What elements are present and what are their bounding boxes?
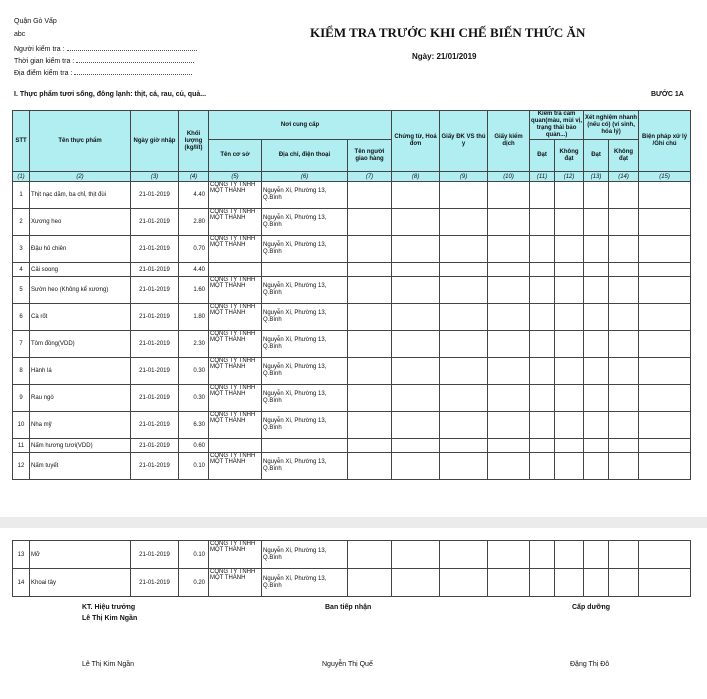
empty-cell bbox=[584, 209, 609, 236]
empty-cell bbox=[555, 304, 584, 331]
cell-food-name: Hành lá bbox=[30, 358, 131, 385]
empty-cell bbox=[348, 331, 392, 358]
cell-qty: 1.80 bbox=[179, 304, 209, 331]
cell-stt: 7 bbox=[13, 331, 30, 358]
cell-address: Nguyễn Xí, Phường 13, Q.Bình bbox=[262, 385, 348, 412]
cell-stt: 14 bbox=[13, 569, 30, 597]
cell-address bbox=[262, 439, 348, 453]
empty-cell bbox=[609, 304, 639, 331]
col-rapid-test: Xét nghiệm nhanh (nếu có) (vi sinh, hóa lý) bbox=[584, 111, 639, 140]
empty-cell bbox=[555, 541, 584, 569]
empty-cell bbox=[440, 412, 488, 439]
cell-stt: 10 bbox=[13, 412, 30, 439]
empty-cell bbox=[392, 385, 440, 412]
cell-address: Nguyễn Xí, Phường 13, Q.Bình bbox=[262, 277, 348, 304]
cell-supplier bbox=[209, 439, 262, 453]
empty-cell bbox=[639, 304, 691, 331]
table-row bbox=[13, 385, 691, 412]
empty-cell bbox=[488, 439, 530, 453]
empty-cell bbox=[392, 304, 440, 331]
cell-food-name: Cải soong bbox=[30, 263, 131, 277]
empty-cell bbox=[348, 385, 392, 412]
cell-food-name: Nấm hương tươi(VDD) bbox=[30, 439, 131, 453]
empty-cell bbox=[488, 182, 530, 209]
empty-cell bbox=[348, 182, 392, 209]
empty-cell bbox=[392, 263, 440, 277]
table-row bbox=[13, 541, 691, 569]
empty-cell bbox=[639, 277, 691, 304]
empty-cell bbox=[609, 358, 639, 385]
column-index-row bbox=[13, 172, 691, 182]
empty-cell bbox=[530, 439, 555, 453]
empty-cell bbox=[584, 453, 609, 480]
empty-cell bbox=[440, 541, 488, 569]
col-rapid-pass: Đạt bbox=[584, 140, 609, 172]
empty-cell bbox=[392, 439, 440, 453]
empty-cell bbox=[639, 182, 691, 209]
cell-stt: 3 bbox=[13, 236, 30, 263]
col-supplier-group: Nơi cung cấp bbox=[209, 111, 392, 140]
cell-address: Nguyễn Xí, Phường 13, Q.Bình bbox=[262, 412, 348, 439]
cell-date: 21-01-2019 bbox=[131, 439, 179, 453]
empty-cell bbox=[348, 263, 392, 277]
time-dots bbox=[76, 56, 194, 63]
cell-stt: 8 bbox=[13, 358, 30, 385]
column-index-cell: (6) bbox=[262, 172, 348, 182]
table-row bbox=[13, 358, 691, 385]
empty-cell bbox=[584, 569, 609, 597]
empty-cell bbox=[392, 541, 440, 569]
empty-cell bbox=[440, 209, 488, 236]
table-row bbox=[13, 209, 691, 236]
empty-cell bbox=[639, 569, 691, 597]
empty-cell bbox=[440, 439, 488, 453]
empty-cell bbox=[555, 358, 584, 385]
inspector-dots bbox=[67, 44, 197, 51]
empty-cell bbox=[555, 453, 584, 480]
cell-supplier: CÔNG TY TNHH MỘT THÀNH bbox=[209, 304, 262, 331]
empty-cell bbox=[440, 277, 488, 304]
empty-cell bbox=[440, 263, 488, 277]
col-rapid-fail: Không đạt bbox=[609, 140, 639, 172]
cell-supplier: CÔNG TY TNHH MỘT THÀNH bbox=[209, 236, 262, 263]
empty-cell bbox=[609, 569, 639, 597]
cell-stt: 12 bbox=[13, 453, 30, 480]
cell-date: 21-01-2019 bbox=[131, 182, 179, 209]
empty-cell bbox=[348, 453, 392, 480]
cell-stt: 6 bbox=[13, 304, 30, 331]
empty-cell bbox=[584, 439, 609, 453]
cell-food-name: Mỡ bbox=[30, 541, 131, 569]
principal-subtitle: Lê Thị Kim Ngần bbox=[82, 615, 138, 622]
cell-supplier: CÔNG TY TNHH MỘT THÀNH bbox=[209, 358, 262, 385]
cell-food-name: Rau ngò bbox=[30, 385, 131, 412]
table-row bbox=[13, 263, 691, 277]
cell-date: 21-01-2019 bbox=[131, 304, 179, 331]
empty-cell bbox=[584, 331, 609, 358]
col-address: Địa chỉ, điện thoại bbox=[262, 140, 348, 172]
section-title: I. Thực phẩm tươi sống, đông lạnh: thịt, cá, rau, củ, quả... bbox=[14, 91, 207, 98]
table-row bbox=[13, 277, 691, 304]
inspector-line bbox=[14, 44, 197, 53]
column-index-cell: (4) bbox=[179, 172, 209, 182]
column-index-cell: (5) bbox=[209, 172, 262, 182]
col-deliverer: Tên người giao hàng bbox=[348, 140, 392, 172]
inspector-label: Người kiểm tra : bbox=[14, 46, 65, 53]
empty-cell bbox=[488, 358, 530, 385]
empty-cell bbox=[348, 412, 392, 439]
empty-cell bbox=[555, 569, 584, 597]
cell-date: 21-01-2019 bbox=[131, 209, 179, 236]
empty-cell bbox=[348, 541, 392, 569]
empty-cell bbox=[392, 236, 440, 263]
empty-cell bbox=[530, 412, 555, 439]
empty-cell bbox=[392, 331, 440, 358]
place-label: Địa điểm kiểm tra : bbox=[14, 70, 73, 77]
cell-supplier: CÔNG TY TNHH MỘT THÀNH bbox=[209, 412, 262, 439]
cell-date: 21-01-2019 bbox=[131, 569, 179, 597]
cell-date: 21-01-2019 bbox=[131, 541, 179, 569]
cell-food-name: Xương heo bbox=[30, 209, 131, 236]
cell-food-name: Đậu hủ chiên bbox=[30, 236, 131, 263]
cell-supplier bbox=[209, 263, 262, 277]
col-qty: Khối lượng (kg/lít) bbox=[179, 111, 209, 172]
cell-qty: 0.20 bbox=[179, 569, 209, 597]
empty-cell bbox=[530, 182, 555, 209]
step-label: BƯỚC 1A bbox=[651, 91, 684, 98]
empty-cell bbox=[555, 182, 584, 209]
cell-supplier: CÔNG TY TNHH MỘT THÀNH bbox=[209, 209, 262, 236]
empty-cell bbox=[584, 358, 609, 385]
table-row bbox=[13, 439, 691, 453]
empty-cell bbox=[348, 569, 392, 597]
cell-address: Nguyễn Xí, Phường 13, Q.Bình bbox=[262, 541, 348, 569]
empty-cell bbox=[609, 331, 639, 358]
cell-supplier: CÔNG TY TNHH MỘT THÀNH bbox=[209, 569, 262, 597]
unit-label: abc bbox=[14, 31, 26, 38]
empty-cell bbox=[488, 209, 530, 236]
empty-cell bbox=[609, 412, 639, 439]
cell-qty: 0.70 bbox=[179, 236, 209, 263]
column-index-cell: (10) bbox=[488, 172, 530, 182]
empty-cell bbox=[348, 358, 392, 385]
empty-cell bbox=[530, 453, 555, 480]
empty-cell bbox=[488, 569, 530, 597]
cell-qty: 0.60 bbox=[179, 439, 209, 453]
empty-cell bbox=[609, 385, 639, 412]
table-row bbox=[13, 569, 691, 597]
column-index-cell: (14) bbox=[609, 172, 639, 182]
food-check-table-continued bbox=[12, 540, 691, 597]
empty-cell bbox=[488, 453, 530, 480]
cell-food-name: Khoai tây bbox=[30, 569, 131, 597]
table-row bbox=[13, 453, 691, 480]
empty-cell bbox=[440, 385, 488, 412]
cell-food-name: Nha mỹ bbox=[30, 412, 131, 439]
col-vet: Giấy ĐK VS thú y bbox=[440, 111, 488, 172]
place-dots bbox=[74, 68, 192, 75]
empty-cell bbox=[530, 541, 555, 569]
cell-qty: 4.40 bbox=[179, 263, 209, 277]
empty-cell bbox=[530, 263, 555, 277]
empty-cell bbox=[639, 412, 691, 439]
cell-supplier: CÔNG TY TNHH MỘT THÀNH bbox=[209, 541, 262, 569]
empty-cell bbox=[530, 385, 555, 412]
empty-cell bbox=[348, 277, 392, 304]
cell-date: 21-01-2019 bbox=[131, 385, 179, 412]
empty-cell bbox=[440, 304, 488, 331]
empty-cell bbox=[584, 277, 609, 304]
empty-cell bbox=[555, 385, 584, 412]
empty-cell bbox=[555, 331, 584, 358]
cell-supplier: CÔNG TY TNHH MỘT THÀNH bbox=[209, 182, 262, 209]
empty-cell bbox=[609, 541, 639, 569]
column-index-cell: (9) bbox=[440, 172, 488, 182]
cell-qty: 0.10 bbox=[179, 541, 209, 569]
cell-address: Nguyễn Xí, Phường 13, Q.Bình bbox=[262, 358, 348, 385]
empty-cell bbox=[584, 541, 609, 569]
empty-cell bbox=[348, 236, 392, 263]
cell-supplier: CÔNG TY TNHH MỘT THÀNH bbox=[209, 331, 262, 358]
cell-qty: 2.30 bbox=[179, 331, 209, 358]
column-index-cell: (7) bbox=[348, 172, 392, 182]
empty-cell bbox=[530, 277, 555, 304]
receiver-title: Ban tiếp nhận bbox=[325, 604, 372, 611]
empty-cell bbox=[488, 236, 530, 263]
cell-qty: 0.30 bbox=[179, 385, 209, 412]
empty-cell bbox=[609, 182, 639, 209]
cell-qty: 1.60 bbox=[179, 277, 209, 304]
column-index-cell: (11) bbox=[530, 172, 555, 182]
time-line bbox=[14, 56, 194, 65]
cook-name: Đặng Thị Đô bbox=[570, 661, 610, 668]
cell-date: 21-01-2019 bbox=[131, 358, 179, 385]
cook-title: Cấp dưỡng bbox=[572, 604, 611, 611]
empty-cell bbox=[392, 569, 440, 597]
cell-address: Nguyễn Xí, Phường 13, Q.Bình bbox=[262, 182, 348, 209]
cell-date: 21-01-2019 bbox=[131, 453, 179, 480]
column-index-cell: (3) bbox=[131, 172, 179, 182]
col-time: Ngày giờ nhập bbox=[131, 111, 179, 172]
cell-qty: 0.10 bbox=[179, 453, 209, 480]
empty-cell bbox=[530, 358, 555, 385]
empty-cell bbox=[530, 569, 555, 597]
empty-cell bbox=[639, 385, 691, 412]
report-page-2 bbox=[0, 528, 707, 699]
col-food: Tên thực phẩm bbox=[30, 111, 131, 172]
cell-address: Nguyễn Xí, Phường 13, Q.Bình bbox=[262, 331, 348, 358]
empty-cell bbox=[530, 304, 555, 331]
cell-date: 21-01-2019 bbox=[131, 263, 179, 277]
empty-cell bbox=[609, 453, 639, 480]
empty-cell bbox=[584, 236, 609, 263]
empty-cell bbox=[440, 331, 488, 358]
principal-name: Lê Thị Kim Ngần bbox=[82, 661, 135, 668]
column-index-cell: (12) bbox=[555, 172, 584, 182]
table-row bbox=[13, 331, 691, 358]
empty-cell bbox=[584, 263, 609, 277]
cell-stt: 4 bbox=[13, 263, 30, 277]
cell-date: 21-01-2019 bbox=[131, 277, 179, 304]
empty-cell bbox=[392, 209, 440, 236]
empty-cell bbox=[609, 277, 639, 304]
empty-cell bbox=[348, 209, 392, 236]
empty-cell bbox=[530, 236, 555, 263]
cell-stt: 1 bbox=[13, 182, 30, 209]
cell-qty: 2.80 bbox=[179, 209, 209, 236]
cell-address: Nguyễn Xí, Phường 13, Q.Bình bbox=[262, 569, 348, 597]
empty-cell bbox=[488, 541, 530, 569]
cell-address: Nguyễn Xí, Phường 13, Q.Bình bbox=[262, 236, 348, 263]
report-title: KIỂM TRA TRƯỚC KHI CHẾ BIẾN THỨC ĂN bbox=[310, 25, 586, 40]
empty-cell bbox=[639, 358, 691, 385]
col-stt: STT bbox=[13, 111, 30, 172]
cell-food-name: Nấm tuyết bbox=[30, 453, 131, 480]
column-index-cell: (1) bbox=[13, 172, 30, 182]
cell-date: 21-01-2019 bbox=[131, 331, 179, 358]
empty-cell bbox=[440, 358, 488, 385]
empty-cell bbox=[348, 304, 392, 331]
empty-cell bbox=[530, 209, 555, 236]
empty-cell bbox=[488, 304, 530, 331]
empty-cell bbox=[392, 277, 440, 304]
cell-address bbox=[262, 263, 348, 277]
empty-cell bbox=[609, 236, 639, 263]
empty-cell bbox=[555, 412, 584, 439]
cell-date: 21-01-2019 bbox=[131, 412, 179, 439]
empty-cell bbox=[488, 412, 530, 439]
col-invoice: Chứng từ, Hoá đơn bbox=[392, 111, 440, 172]
column-index-cell: (13) bbox=[584, 172, 609, 182]
empty-cell bbox=[639, 263, 691, 277]
cell-stt: 11 bbox=[13, 439, 30, 453]
col-quarantine: Giấy kiểm dịch bbox=[488, 111, 530, 172]
empty-cell bbox=[348, 439, 392, 453]
empty-cell bbox=[584, 412, 609, 439]
table-row bbox=[13, 304, 691, 331]
cell-qty: 0.30 bbox=[179, 358, 209, 385]
cell-stt: 13 bbox=[13, 541, 30, 569]
column-index-cell: (15) bbox=[639, 172, 691, 182]
cell-stt: 2 bbox=[13, 209, 30, 236]
cell-qty: 4.40 bbox=[179, 182, 209, 209]
empty-cell bbox=[440, 453, 488, 480]
cell-stt: 9 bbox=[13, 385, 30, 412]
empty-cell bbox=[392, 358, 440, 385]
empty-cell bbox=[639, 331, 691, 358]
empty-cell bbox=[488, 277, 530, 304]
col-sensory: Kiểm tra cảm quan(màu, mùi vị, trạng thái bảo quản...) bbox=[531, 111, 583, 138]
empty-cell bbox=[609, 439, 639, 453]
empty-cell bbox=[440, 236, 488, 263]
empty-cell bbox=[392, 182, 440, 209]
empty-cell bbox=[639, 209, 691, 236]
cell-stt: 5 bbox=[13, 277, 30, 304]
empty-cell bbox=[440, 569, 488, 597]
cell-address: Nguyễn Xí, Phường 13, Q.Bình bbox=[262, 209, 348, 236]
empty-cell bbox=[639, 236, 691, 263]
cell-food-name: Thịt nạc dăm, ba chỉ, thịt đùi bbox=[30, 182, 131, 209]
principal-title: KT. Hiệu trưởng bbox=[82, 604, 136, 611]
place-line bbox=[14, 68, 192, 77]
cell-address: Nguyễn Xí, Phường 13, Q.Bình bbox=[262, 453, 348, 480]
time-label: Thời gian kiểm tra : bbox=[14, 58, 75, 65]
empty-cell bbox=[609, 263, 639, 277]
cell-qty: 6.30 bbox=[179, 412, 209, 439]
empty-cell bbox=[530, 331, 555, 358]
report-date: Ngày: 21/01/2019 bbox=[412, 52, 477, 61]
column-index-cell: (8) bbox=[392, 172, 440, 182]
col-sensory-fail: Không đạt bbox=[555, 140, 584, 172]
cell-date: 21-01-2019 bbox=[131, 236, 179, 263]
food-check-table bbox=[12, 110, 691, 480]
empty-cell bbox=[392, 412, 440, 439]
table-row bbox=[13, 236, 691, 263]
empty-cell bbox=[392, 453, 440, 480]
empty-cell bbox=[555, 263, 584, 277]
empty-cell bbox=[555, 439, 584, 453]
empty-cell bbox=[609, 209, 639, 236]
empty-cell bbox=[555, 236, 584, 263]
empty-cell bbox=[639, 453, 691, 480]
col-measures: Biện pháp xử lý /Ghi chú bbox=[639, 111, 691, 172]
empty-cell bbox=[639, 541, 691, 569]
empty-cell bbox=[639, 439, 691, 453]
empty-cell bbox=[584, 304, 609, 331]
column-index-cell: (2) bbox=[30, 172, 131, 182]
cell-food-name: Sườn heo (Không kể xương) bbox=[30, 277, 131, 304]
empty-cell bbox=[584, 385, 609, 412]
cell-supplier: CÔNG TY TNHH MỘT THÀNH bbox=[209, 385, 262, 412]
col-sensory-pass: Đạt bbox=[530, 140, 555, 172]
cell-food-name: Cà rốt bbox=[30, 304, 131, 331]
table-row bbox=[13, 182, 691, 209]
cell-supplier: CÔNG TY TNHH MỘT THÀNH bbox=[209, 453, 262, 480]
cell-address: Nguyễn Xí, Phường 13, Q.Bình bbox=[262, 304, 348, 331]
cell-food-name: Tôm đồng(VDD) bbox=[30, 331, 131, 358]
col-base: Tên cơ sở bbox=[209, 140, 262, 172]
empty-cell bbox=[488, 331, 530, 358]
empty-cell bbox=[584, 182, 609, 209]
table-row bbox=[13, 412, 691, 439]
empty-cell bbox=[488, 263, 530, 277]
empty-cell bbox=[555, 209, 584, 236]
empty-cell bbox=[555, 277, 584, 304]
cell-supplier: CÔNG TY TNHH MỘT THÀNH bbox=[209, 277, 262, 304]
receiver-name: Nguyễn Thị Quế bbox=[322, 661, 373, 668]
empty-cell bbox=[440, 182, 488, 209]
empty-cell bbox=[488, 385, 530, 412]
district-label: Quận Gò Vấp bbox=[14, 18, 57, 25]
